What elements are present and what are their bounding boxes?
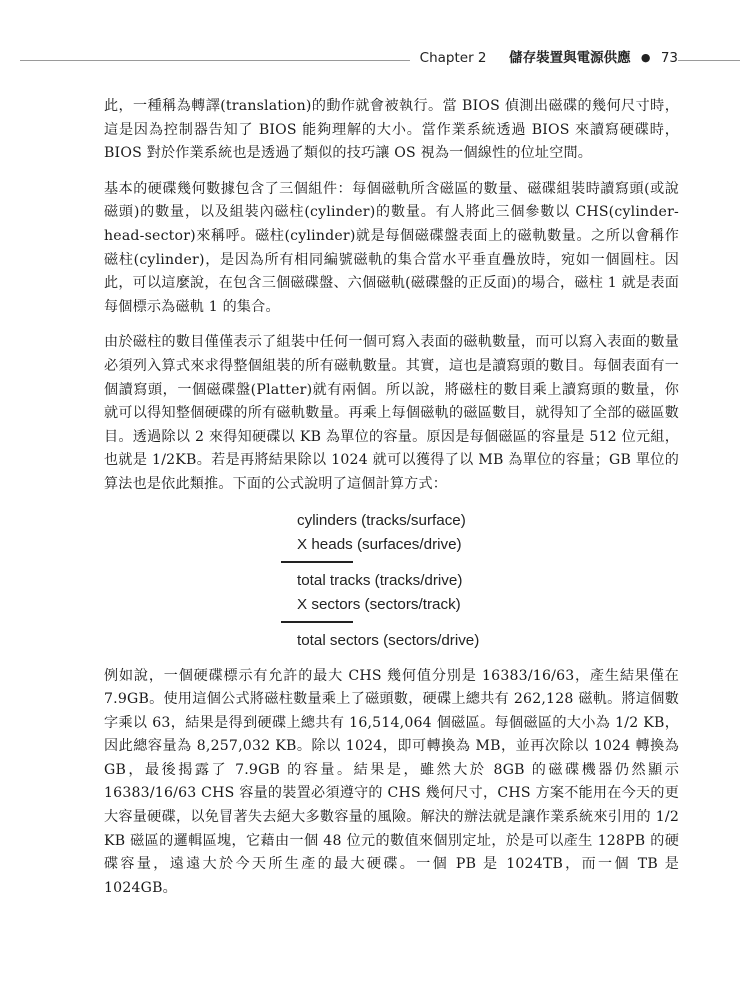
formula-rule [281,561,353,563]
page-number: 73 [660,50,678,66]
paragraph-2: 基本的硬碟幾何數據包含了三個組件：每個磁軌所含磁區的數量、磁碟組裝時讀寫頭(或說磁頭)的數量，以及組裝內磁柱(cylinder)的數量。有人將此三個參數以 CHS(cylinder-head-sector)來稱呼。磁柱(cylinder)就是每個磁碟盤表面上的磁軌數量。之所以會稱作磁柱(cylinder)，是因為所有相同編號磁軌的集合當水平垂直疊放時，宛如一個圓柱。因此，可以這麼說，在包含三個磁碟盤、六個磁軌(磁碟盤的正反面)的場合，磁柱 1 就是表面每個標示為磁軌 1 的集合。 [104,180,679,315]
page-body [104,95,679,912]
paragraph-1: 此，一種稱為轉譯(translation)的動作就會被執行。當 BIOS 偵測出磁碟的幾何尺寸時，這是因為控制器告知了 BIOS 能夠理解的大小。當作業系統透過 BIOS 來讀寫硬碟時，BIOS 對於作業系統也是透過了類似的技巧讓 OS 視為一個線性的位址空間。 [104,98,679,162]
running-head [410,46,678,66]
paragraph-3: 由於磁柱的數目僅僅表示了組裝中任何一個可寫入表面的磁軌數量，而可以寫入表面的數量必須列入算式來求得整個組裝的所有磁軌數量。其實，這也是讀寫頭的數目。每個表面有一個讀寫頭，一個磁碟盤(Platter)就有兩個。所以說，將磁柱的數目乘上讀寫頭的數量，你就可以得知整個硬碟的所有磁軌數量。再乘上每個磁軌的磁區數目，就得知了全部的磁區數目。透過除以 2 來得知硬碟以 KB 為單位的容量。原因是每個磁區的容量是 512 位元組，也就是 1/2KB。若是再將結果除以 1024 就可以獲得了以 MB 為單位的容量；GB 單位的算法也是依此類推。下面的公式說明了這個計算方式： [104,334,679,492]
bullet-separator: ● [640,51,651,64]
formula-total-tracks: total tracks (tracks/drive) [297,571,463,589]
paragraph-4: 例如說，一個硬碟標示有允許的最大 CHS 幾何值分別是 16383/16/63，產生結果僅在 7.9GB。使用這個公式將磁柱數量乘上了磁頭數，硬碟上總共有 262,128 磁軌。將這個數字乘以 63，結果是得到硬碟上總共有 16,514,064 個磁區。每個磁區的大小為 1/2 KB，因此總容量為 8,257,032 KB。除以 1024，即可轉換為 MB，並再次除以 1024 轉換為 GB，最後揭露了 7.9GB 的容量。結果是，雖然大於 8GB 的磁碟機器仍然顯示 16383/16/63 CHS 容量的裝置必須遵守的 CHS 幾何尺寸，CHS 方案不能用在今天的更大容量硬碟，以免冒著失去絕大多數容量的風險。解決的辦法就是讓作業系統來引用的 1/2 KB 磁區的邏輯區塊，它藉由一個 48 位元的數值來個別定址，於是可以產生 128PB 的硬碟容量，遠遠大於今天所生產的最大硬碟。一個 PB 是 1024TB，而一個 TB 是 1024GB。 [104,667,679,896]
formula-sectors: X sectors (sectors/track) [297,595,461,613]
formula-total-sectors: total sectors (sectors/drive) [297,631,480,649]
formula-cylinders: cylinders (tracks/surface) [297,511,466,529]
chapter-label: Chapter 2 [419,50,487,66]
chapter-title: 儲存裝置與電源供應 [509,50,631,66]
formula-heads: X heads (surfaces/drive) [297,535,462,553]
capacity-formula [297,509,557,653]
formula-rule [281,621,353,623]
